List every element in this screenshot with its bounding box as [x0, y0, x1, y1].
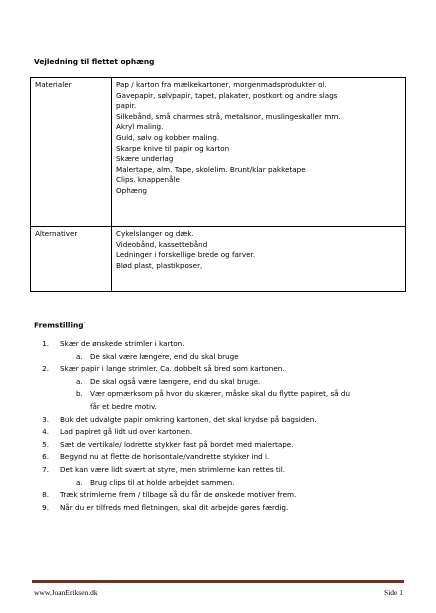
step-text: Buk det udvalgte papir omkring kartonen, det skal krydse på bagsiden.: [60, 414, 317, 424]
step-number: 8.: [42, 490, 49, 500]
step-text: Når du er tilfreds med fletningen, skal dit arbejde gøres færdig.: [60, 502, 289, 512]
step-number: 1.: [42, 339, 49, 348]
materials-list: [112, 78, 406, 227]
step-number: 6.: [42, 452, 49, 462]
step-text: Sæt de vertikale/ lodrette stykker fast på bordet med malertape.: [60, 439, 294, 449]
materials-line: Skarpe knive til papir og karton: [116, 143, 230, 153]
materials-table: [30, 77, 406, 292]
fremstilling-heading-text: Fremstilling: [34, 320, 84, 330]
substep-letter: a.: [76, 351, 83, 361]
footer-rule: [32, 580, 404, 583]
substep-text: får et bedre motiv.: [90, 402, 157, 411]
footer-page-number: Side 1: [384, 588, 403, 597]
alternatives-line: Ledninger i forskellige brede og farver.: [116, 250, 256, 260]
materials-line: Silkebånd, små charmes strå, metalsnor, muslingeskaller mm.: [116, 111, 341, 121]
substep-text: De skal være længere, end du skal bruge: [90, 351, 239, 361]
materials-line: Malertape, alm. Tape, skolelim. Brunt/klar pakketape: [116, 164, 306, 174]
materials-line: Ophæng: [116, 185, 147, 195]
materials-line: Akryl maling.: [116, 122, 164, 132]
substep-letter: b.: [76, 389, 83, 399]
alternatives-line: Cykelslanger og dæk.: [116, 229, 194, 238]
step-number: 3.: [42, 414, 49, 424]
alternatives-list: [112, 227, 406, 292]
document-title: Vejledning til flettet ophæng: [34, 57, 155, 66]
step-number: 7.: [42, 465, 49, 474]
materials-line: Gavepapir, sølvpapir, tapet, plakater, postkort og andre slags: [116, 90, 338, 100]
alternatives-row: [31, 227, 406, 292]
materials-line: Guld, sølv og kobber maling.: [116, 132, 220, 142]
step-number: 4.: [42, 427, 49, 437]
materials-line: Skære underlag: [116, 154, 174, 164]
fremstilling-heading: [34, 320, 85, 329]
step-text: Skær de ønskede strimler i karton.: [60, 339, 185, 348]
substep-text: De skal også være længere, end du skal bruge.: [90, 376, 261, 386]
fremstilling-heading-mark: -: [83, 320, 86, 326]
materials-line: Clips. knappenåle: [116, 175, 180, 185]
step-number: 2.: [42, 364, 49, 374]
footer-website: www.JoanEriksen.dk: [34, 588, 98, 597]
materials-label: Materialer: [31, 78, 112, 227]
step-text: Begynd nu at flette de horisontale/vandrette stykker ind i.: [60, 452, 270, 462]
materials-line: Pap / karton fra mælkekartoner, morgenmadsprodukter ol.: [116, 80, 327, 89]
substep-letter: a.: [76, 376, 83, 386]
step-text: Det kan være lidt svært at styre, men strimlerne kan rettes til.: [60, 465, 286, 474]
step-text: Lad papiret gå lidt ud over kartonen.: [60, 427, 193, 437]
step-number: 9.: [42, 502, 49, 512]
substep-text: Vær opmærksom på hvor du skærer, måske skal du flytte papiret, så du: [90, 389, 351, 399]
step-text: Skær papir i lange strimler. Ca. dobbelt så bred som kartonen.: [60, 364, 285, 374]
materials-line: papir.: [116, 101, 137, 111]
step-text: Træk strimlerne frem / tilbage så du får de ønskede motiver frem.: [60, 490, 297, 500]
substep-letter: a.: [76, 477, 83, 487]
alternatives-line: Videobånd, kassettebånd: [116, 239, 208, 249]
substep-text: Brug clips til at holde arbejdet sammen.: [90, 477, 235, 487]
step-number: 5.: [42, 439, 49, 449]
materials-row: [31, 78, 406, 227]
alternatives-line: Blød plast, plastikposer,: [116, 260, 203, 270]
alternatives-label: Alternativer: [31, 227, 112, 292]
